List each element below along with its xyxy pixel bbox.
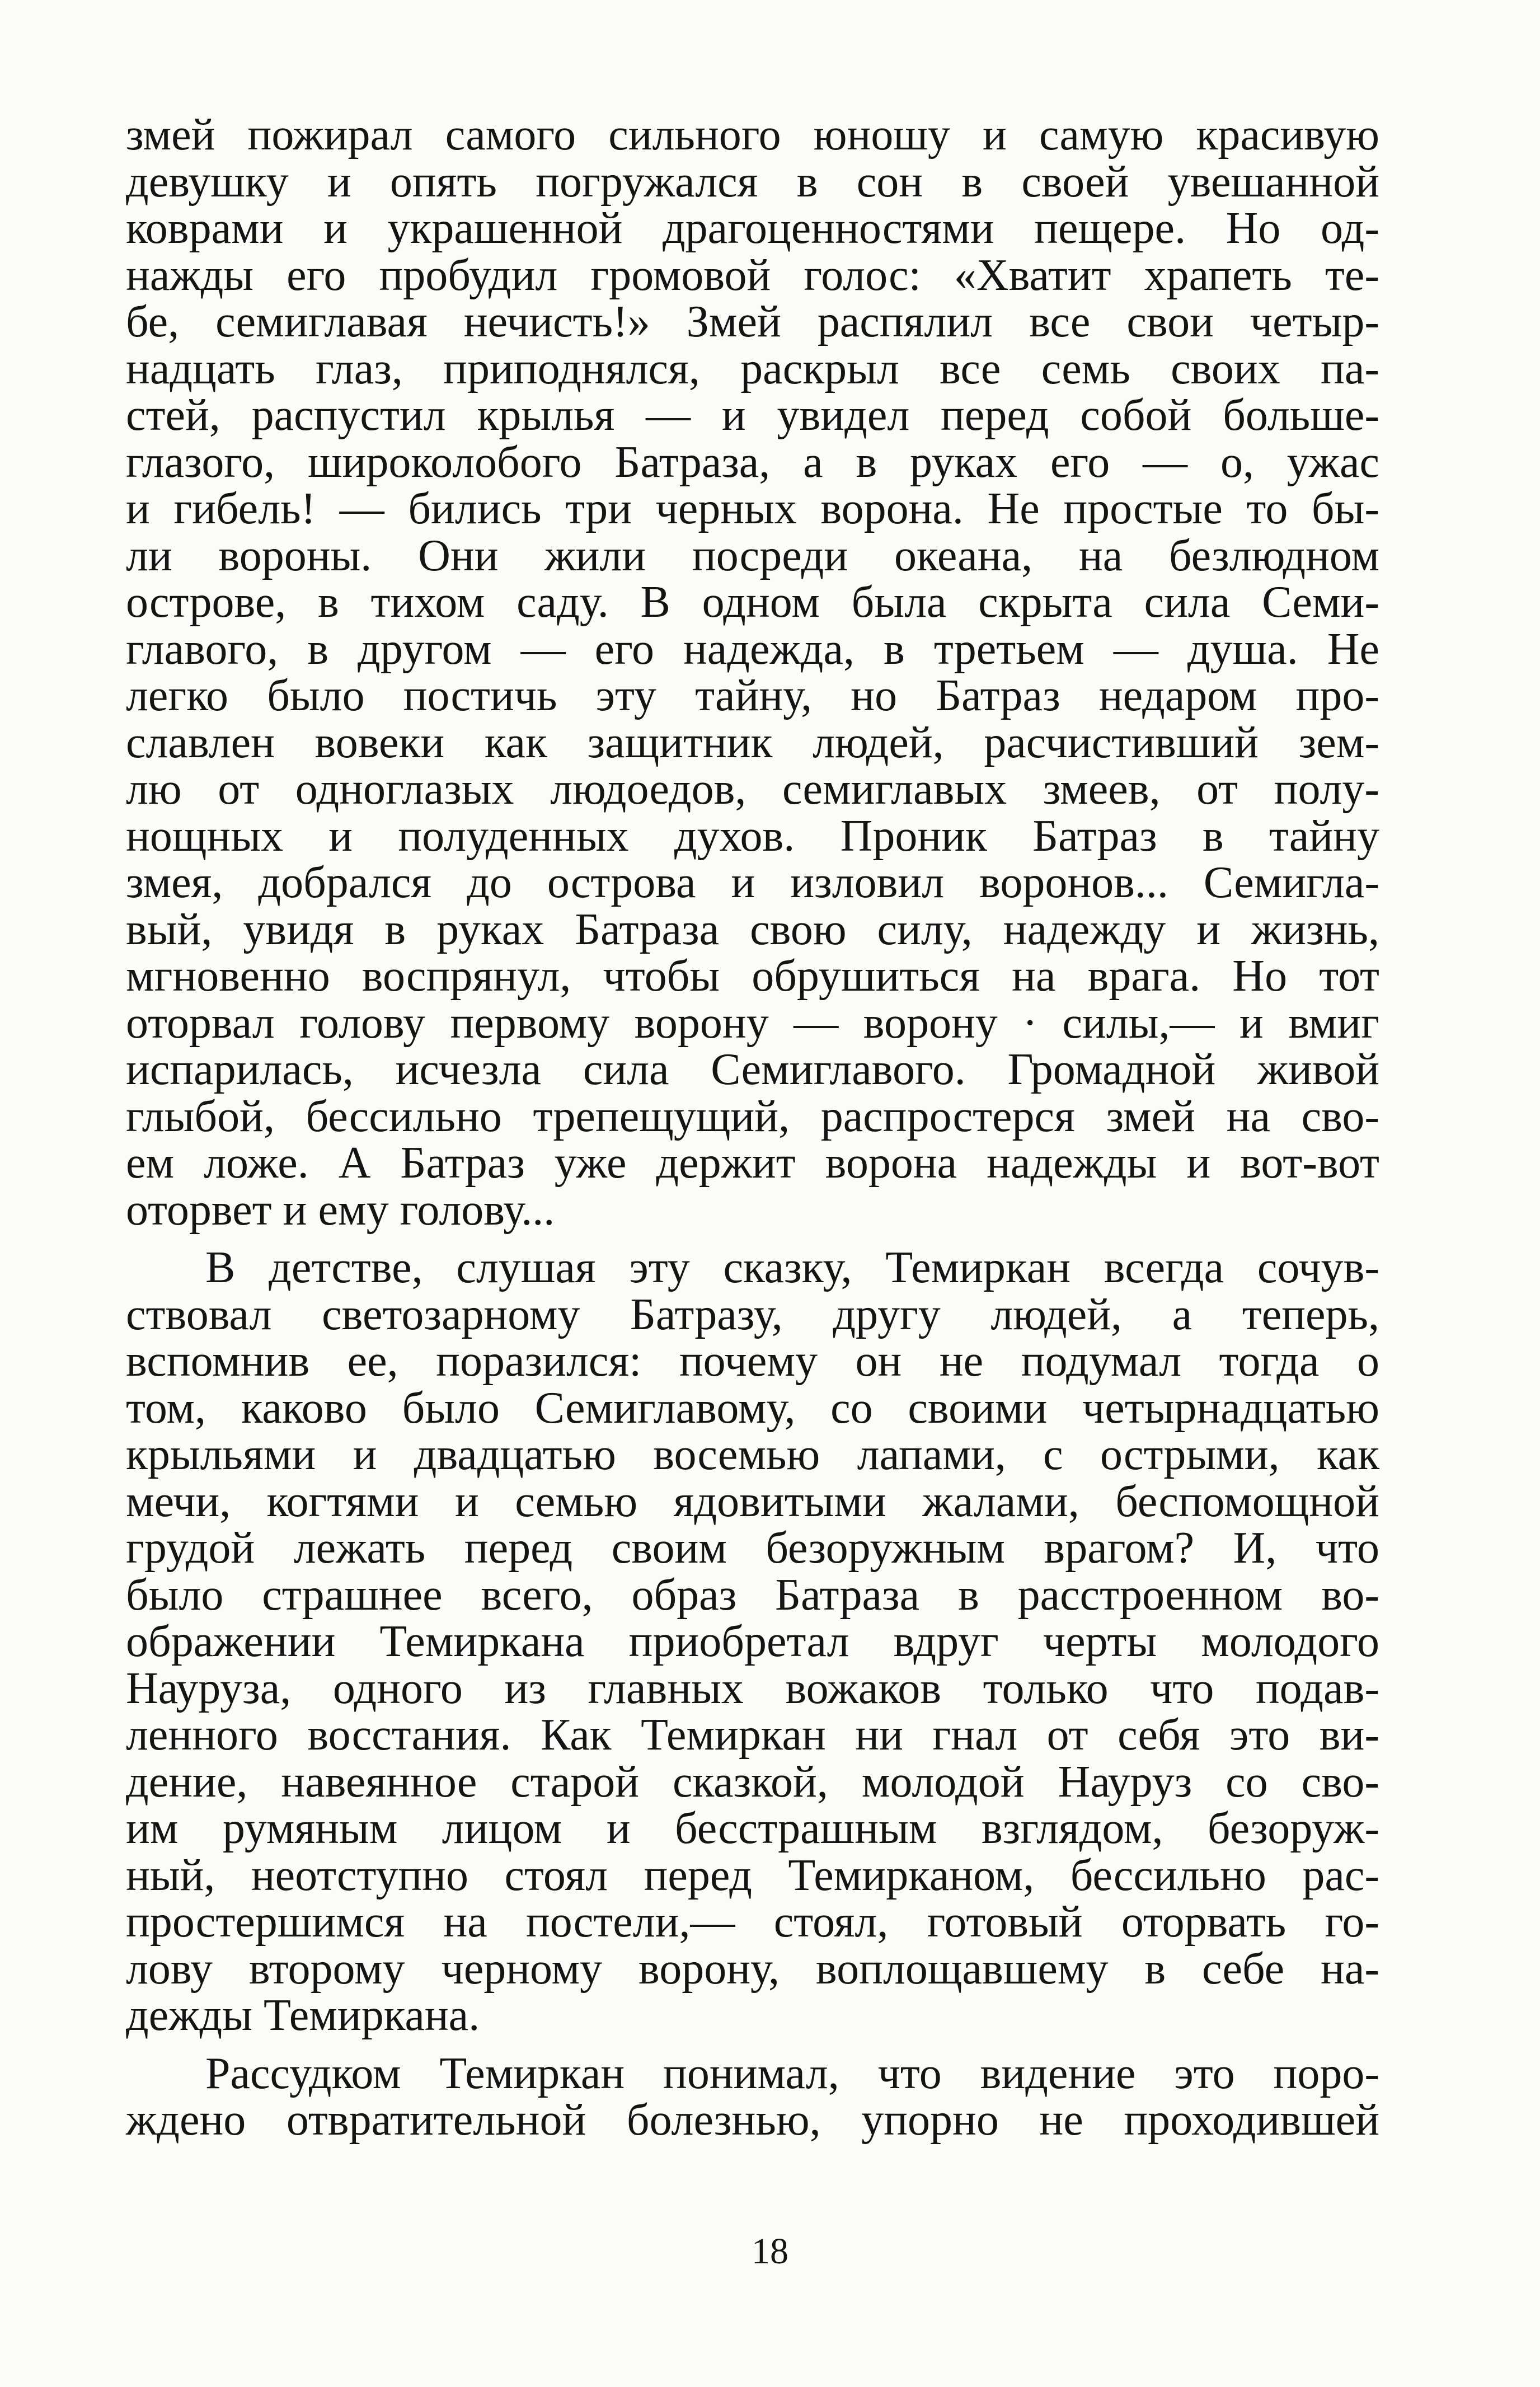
text-line: оторвал голову первому ворону — ворону · силы,— и вмиг (126, 998, 1379, 1048)
text-line: им румяным лицом и бесстрашным взглядом, безоруж- (126, 1804, 1379, 1853)
text-line: коврами и украшенной драгоценностями пещере. Но од- (126, 204, 1379, 253)
text-line: вспомнив ее, поразился: почему он не подумал тогда о (126, 1336, 1379, 1386)
text-line: ствовал светозарному Батразу, другу людей, а теперь, (126, 1289, 1379, 1339)
text-line: испарилась, исчезла сила Семиглавого. Громадной живой (126, 1045, 1379, 1094)
text-line: ждено отвратительной болезнью, упорно не проходившей (126, 2095, 1379, 2145)
text-line: нощных и полуденных духов. Проник Батраз в тайну (126, 811, 1379, 861)
text-line: вый, увидя в руках Батраза свою силу, надежду и жизнь, (126, 904, 1379, 954)
text-line: нажды его пробудил громовой голос: «Хватит храпеть те- (126, 250, 1379, 300)
text-line: В детстве, слушая эту сказку, Темиркан всегда сочув- (205, 1243, 1379, 1292)
text-line: оторвет и ему голову... (126, 1185, 555, 1235)
text-line: ли вороны. Они жили посреди океана, на безлюдном (126, 531, 1379, 580)
book-page-text (126, 112, 1379, 2155)
page-number: 18 (752, 2231, 788, 2272)
text-line: девушку и опять погружался в сон в своей увешанной (126, 157, 1379, 207)
text-line: ный, неотступно стоял перед Темирканом, бессильно рас- (126, 1850, 1379, 1900)
text-line: крыльями и двадцатью восемью лапами, с острыми, как (126, 1430, 1379, 1479)
text-line: бе, семиглавая нечисть!» Змей распялил все свои четыр- (126, 297, 1379, 346)
text-line: змея, добрался до острова и изловил воронов... Семигла- (126, 858, 1379, 907)
text-line: острове, в тихом саду. В одном была скрыта сила Семи- (126, 578, 1379, 627)
text-line: дение, навеянное старой сказкой, молодой Науруз со сво- (126, 1757, 1379, 1807)
text-line: мгновенно воспрянул, чтобы обрушиться на врага. Но тот (126, 951, 1379, 1001)
text-line: мечи, когтями и семью ядовитыми жалами, беспомощной (126, 1476, 1379, 1526)
text-line: лю от одноглазых людоедов, семиглавых змеев, от полу- (126, 765, 1379, 814)
text-line: и гибель! — бились три черных ворона. Не простые то бы- (126, 484, 1379, 533)
text-line: глыбой, бессильно трепещущий, распростерся змей на сво- (126, 1091, 1379, 1141)
paragraph-3 (126, 2048, 1379, 2145)
text-line: главого, в другом — его надежда, в третьем — душа. Не (126, 624, 1379, 674)
paragraph-2 (126, 1245, 1379, 2039)
text-line: Рассудком Темиркан понимал, что видение это поро- (205, 2048, 1379, 2098)
text-line: было страшнее всего, образ Батраза в расстроенном во- (126, 1570, 1379, 1620)
text-line: глазого, широколобого Батраза, а в руках его — о, ужас (126, 437, 1379, 487)
text-line: Науруза, одного из главных вожаков только что подав- (126, 1663, 1379, 1713)
text-line: стей, распустил крылья — и увидел перед собой больше- (126, 391, 1379, 440)
text-line: змей пожирал самого сильного юношу и самую красивую (126, 110, 1379, 160)
text-line: славлен вовеки как защитник людей, расчистивший зем- (126, 717, 1379, 767)
text-line: дежды Темиркана. (126, 1991, 480, 2040)
text-line: ем ложе. А Батраз уже держит ворона надежды и вот-вот (126, 1138, 1379, 1188)
text-line: ленного восстания. Как Темиркан ни гнал от себя это ви- (126, 1710, 1379, 1760)
text-line: грудой лежать перед своим безоружным врагом? И, что (126, 1523, 1379, 1573)
text-line: лову второму черному ворону, воплощавшему в себе на- (126, 1944, 1379, 1994)
text-line: ображении Темиркана приобретал вдруг черты молодого (126, 1617, 1379, 1666)
text-line: том, каково было Семиглавому, со своими четырнадцатью (126, 1383, 1379, 1433)
text-line: легко было постичь эту тайну, но Батраз недаром про- (126, 671, 1379, 720)
text-line: надцать глаз, приподнялся, раскрыл все семь своих па- (126, 344, 1379, 393)
paragraph-1 (126, 112, 1379, 1234)
text-line: простершимся на постели,— стоял, готовый оторвать го- (126, 1897, 1379, 1947)
